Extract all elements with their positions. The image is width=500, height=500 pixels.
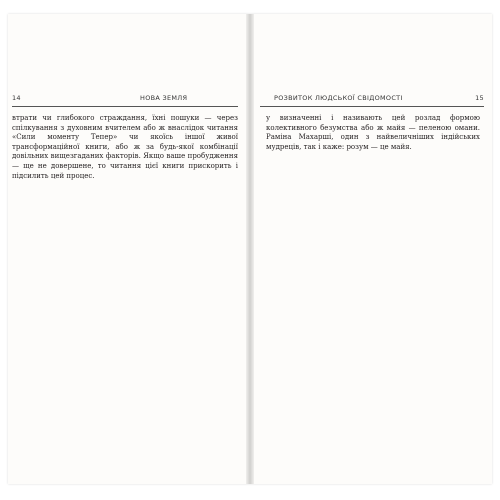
paragraph: втрати чи глибокого страждання, їхні пошуки — через спілкування з духовним вчителем або ж внаслідок читання «Сили моменту Тепер» чи якоїсь іншої живої трансформаційної книги, або ж за будь-якої комбінації довільних вищезгаданих факторів. Якщо ваше пробудження — ще не довершене, то читання цієї книги прискорить і підсилить цей процес. [12,114,238,180]
page-number: 14 [12,94,21,102]
left-page-body [12,114,238,181]
running-head: НОВА ЗЕМЛЯ [140,94,188,102]
page-number: 15 [475,94,484,102]
left-page [8,14,248,484]
right-page-header [260,94,484,107]
paragraph: у визначенні і називають цей розлад формою колективного безумства або ж майя — пеленою омани. Раміна Махарші, один з найвеличніших індійських мудреців, так і каже: розум — це майя. [266,114,480,151]
running-head: РОЗВИТОК ЛЮДСЬКОЇ СВІДОМОСТІ [274,94,403,102]
left-page-header [12,94,238,107]
book-spread [8,14,492,484]
right-page [252,14,492,484]
right-page-body [266,114,480,152]
